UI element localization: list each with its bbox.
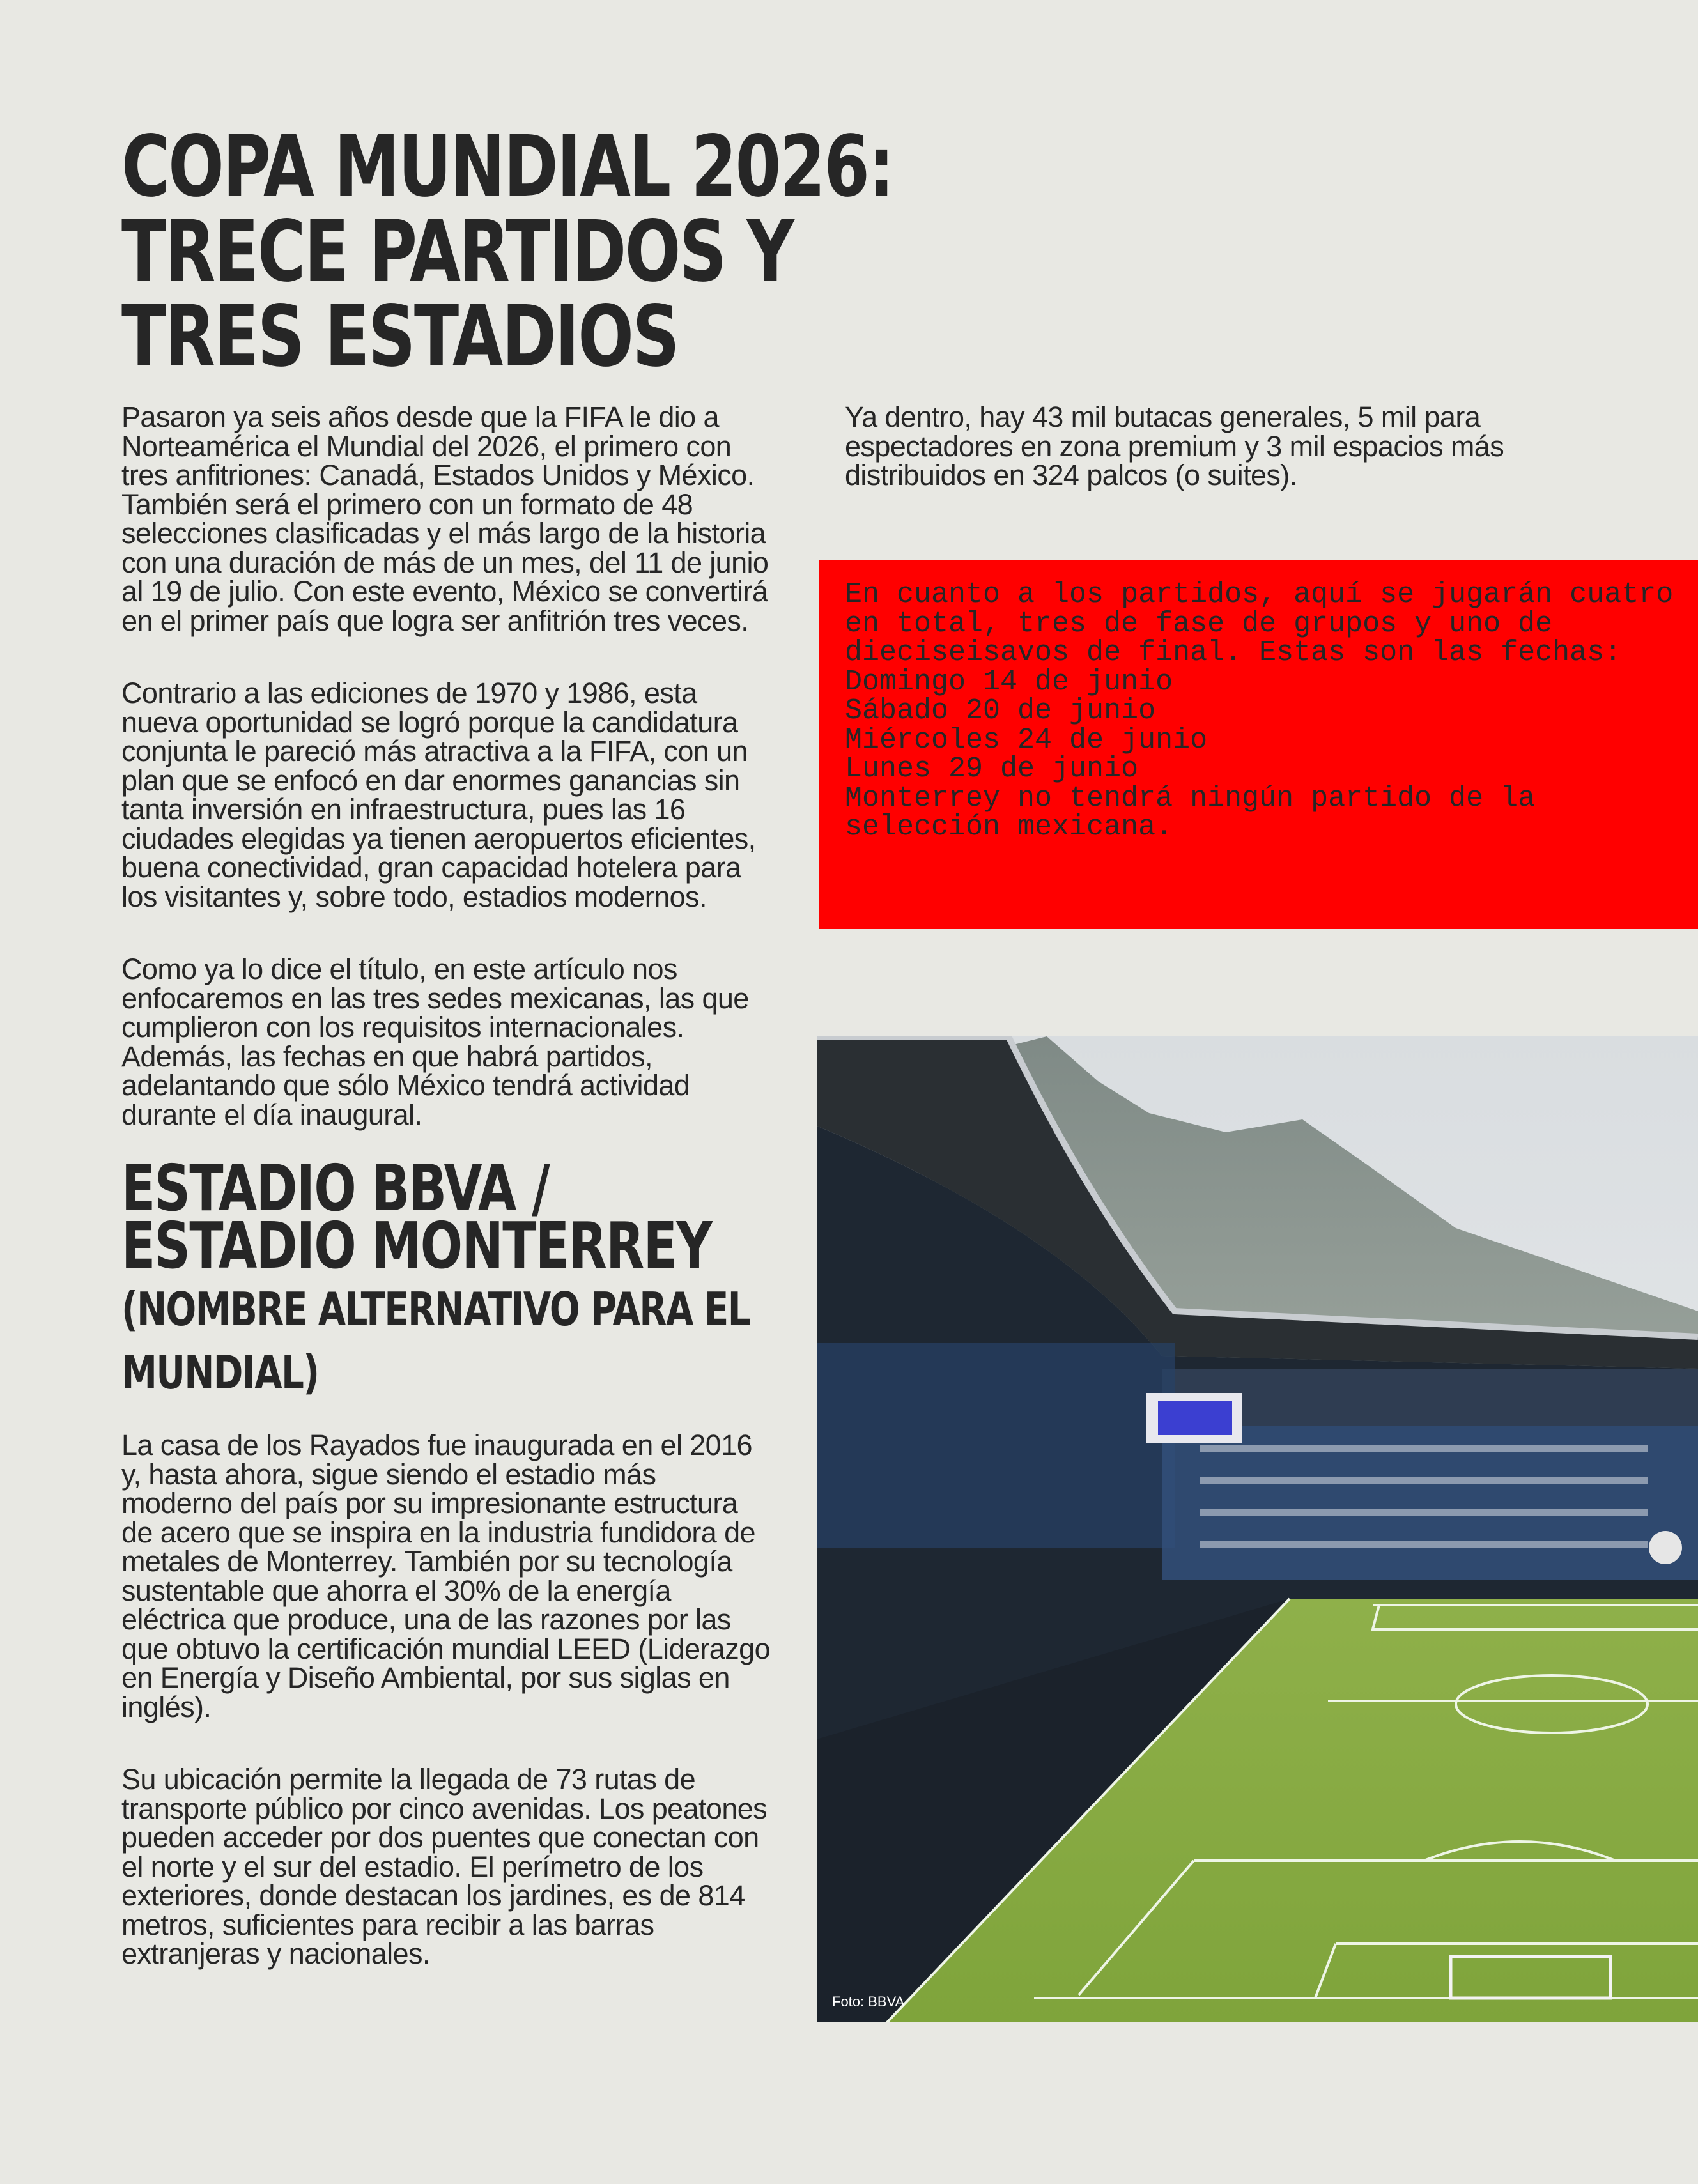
title-line-3: TRES ESTADIOS (121, 288, 679, 386)
match-date-1: Domingo 14 de junio (845, 665, 1173, 698)
section-heading-main: ESTADIO BBVA / ESTADIO MONTERREY (121, 1151, 712, 1283)
candidacy-paragraph: Contrario a las ediciones de 1970 y 1986, esta nueva oportunidad se logró porque la candidatura conjunta le pareció más atractiva a la FIFA, con un plan que se enfocó en dar enormes ganancias sin tanta inversión en infraestructura, pues las 16 ciudades elegidas ya tienen aeropuertos eficientes, buena conectividad, gran capacidad hotelera para los visitantes y, sobre todo, estadios modernos. (121, 677, 756, 913)
stadium-history-paragraph: La casa de los Rayados fue inaugurada en el 2016 y, hasta ahora, sigue siendo el estadio más moderno del país por su impresionante estructura de acero que se inspira en la industria fundidora de metales de Monterrey. También por su tecnología sustentable que ahorra el 30% de la energía eléctrica que produce, una de las razones por las que obtuvo la certificación mundial LEED (Liderazgo en Energía y Diseño Ambiental, por sus siglas en inglés). (121, 1429, 770, 1723)
title-line-2: TRECE PARTIDOS Y (121, 203, 793, 301)
callout-closing: Monterrey no tendrá ningún partido de la selección mexicana. (845, 781, 1536, 843)
match-date-4: Lunes 29 de junio (845, 753, 1139, 785)
stadium-photo (817, 1036, 1698, 2022)
article-title (121, 118, 893, 386)
stadium-location-paragraph: Su ubicación permite la llegada de 73 rutas de transporte público por cinco avenidas. Los peatones pueden acceder por dos puentes que conectan con el norte y el sur del estadio. El perímetro de los exteriores, donde destacan los jardines, es de 814 metros, suficientes para recibir a las barras extranjeras y nacionales. (121, 1763, 768, 1970)
matches-callout-text (845, 580, 1688, 842)
match-date-3: Miércoles 24 de junio (845, 723, 1208, 757)
section-heading (121, 1151, 769, 1401)
seating-paragraph: Ya dentro, hay 43 mil butacas generales, 5 mil para espectadores en zona premium y 3 mil espacios más distribuidos en 324 palcos (o suites). (845, 401, 1504, 491)
title-line-1: COPA MUNDIAL 2026: (121, 118, 893, 216)
callout-intro: En cuanto a los partidos, aquí se jugarán cuatro en total, tres de fase de grupos y uno de dieciseisavos de final. Estas son las fechas: (845, 578, 1674, 669)
match-date-2: Sábado 20 de junio (845, 695, 1156, 727)
section-heading-note: (NOMBRE ALTERNATIVO PARA EL MUNDIAL) (121, 1282, 750, 1399)
left-column (121, 403, 773, 2012)
focus-paragraph: Como ya lo dice el título, en este artículo nos enfocaremos en las tres sedes mexicanas, las que cumplieron con los requisitos internacionales. Además, las fechas en que habrá partidos, adelantando que sólo México tendrá actividad durante el día inaugural. (121, 953, 749, 1131)
photo-credit: Foto: BBVA (832, 1994, 905, 2010)
matches-callout-box (819, 560, 1698, 929)
intro-paragraph: Pasaron ya seis años desde que la FIFA le dio a Norteamérica el Mundial del 2026, el primero con tres anfitriones: Canadá, Estados Unidos y México. También será el primero con un formato de 48 selecciones clasificadas y el más largo de la historia con una duración de más de un mes, del 11 de junio al 19 de julio. Con este evento, México se convertirá en el primer país que logra ser anfitrión tres veces. (121, 401, 769, 637)
